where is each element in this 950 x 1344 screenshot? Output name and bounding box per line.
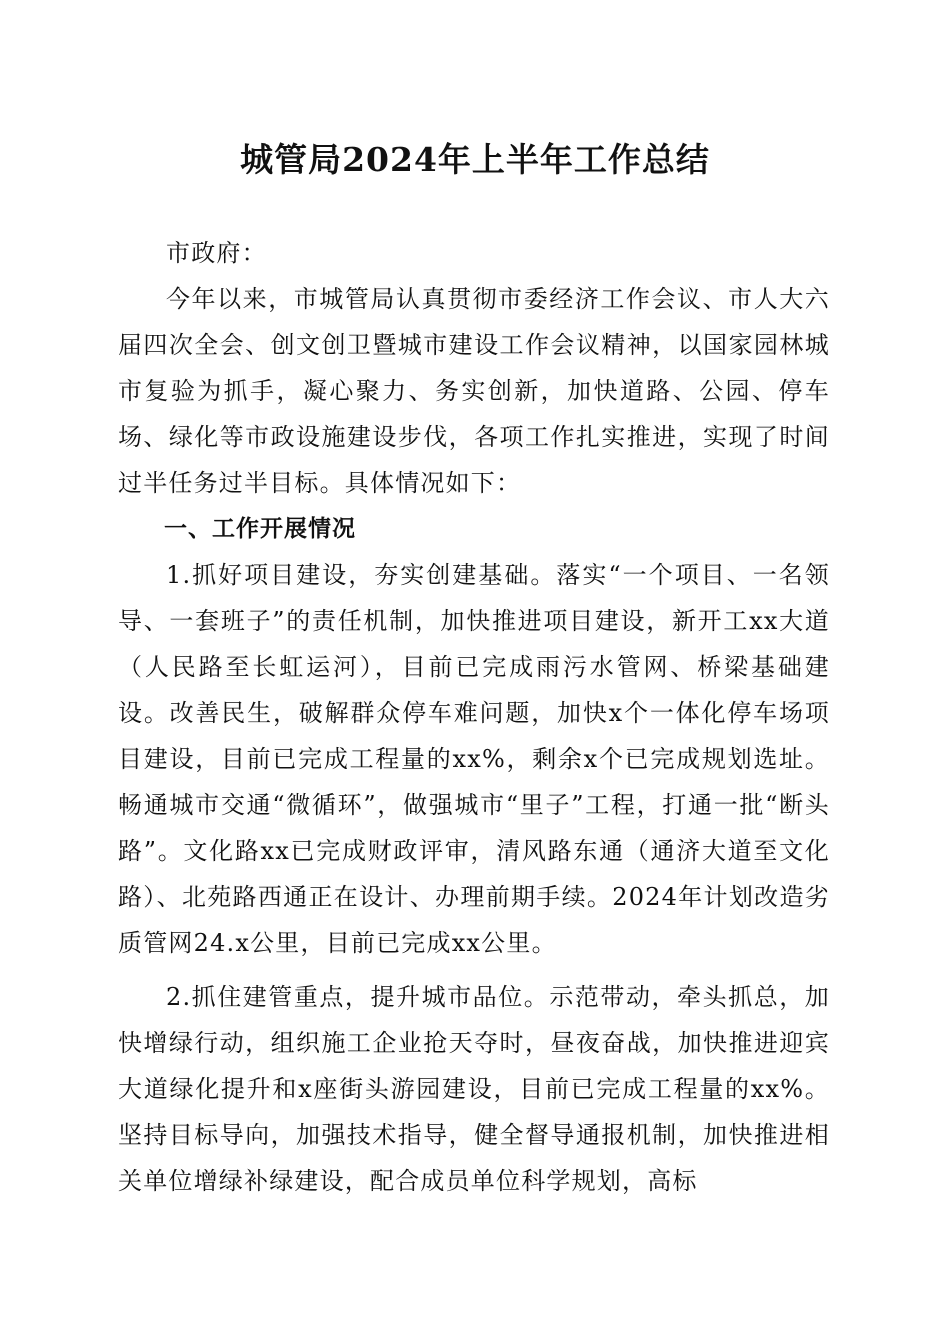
intro-paragraph: 今年以来，市城管局认真贯彻市委经济工作会议、市人大六届四次全会、创文创卫暨城市建设工作会议精神，以国家园林城市复验为抓手，凝心聚力、务实创新，加快道路、公园、停车场、绿化等市政设施建设步伐，各项工作扎实推进，实现了时间过半任务过半目标。具体情况如下： bbox=[118, 285, 830, 497]
section-heading: 一、工作开展情况 bbox=[164, 516, 356, 542]
item-1-paragraph: 1.抓好项目建设，夯实创建基础。落实“一个项目、一名领导、一套班子”的责任机制，加快推进项目建设，新开工xx大道（人民路至长虹运河），目前已完成雨污水管网、桥梁基础建设。改善民生，破解群众停车难问题，加快x个一体化停车场项目建设，目前已完成工程量的xx%，剩余x个已完成规划选址。畅通城市交通“微循环”，做强城市“里子”工程，打通一批“断头路”。文化路xx已完成财政评审，清风路东通（通济大道至文化路）、北苑路西通正在设计、办理前期手续。2024年计划改造劣质管网24.x公里，目前已完成xx公里。 bbox=[118, 561, 830, 957]
salutation: 市政府： bbox=[166, 239, 267, 267]
item-2-paragraph: 2.抓住建管重点，提升城市品位。示范带动，牵头抓总，加快增绿行动，组织施工企业抢天夺时，昼夜奋战，加快推进迎宾大道绿化提升和x座街头游园建设，目前已完成工程量的xx%。坚持目标导向，加强技术指导，健全督导通报机制，加快推进相关单位增绿补绿建设，配合成员单位科学规划，高标 bbox=[118, 983, 830, 1195]
document-body bbox=[118, 230, 830, 1204]
document-title: 城管局2024年上半年工作总结 bbox=[240, 140, 710, 179]
